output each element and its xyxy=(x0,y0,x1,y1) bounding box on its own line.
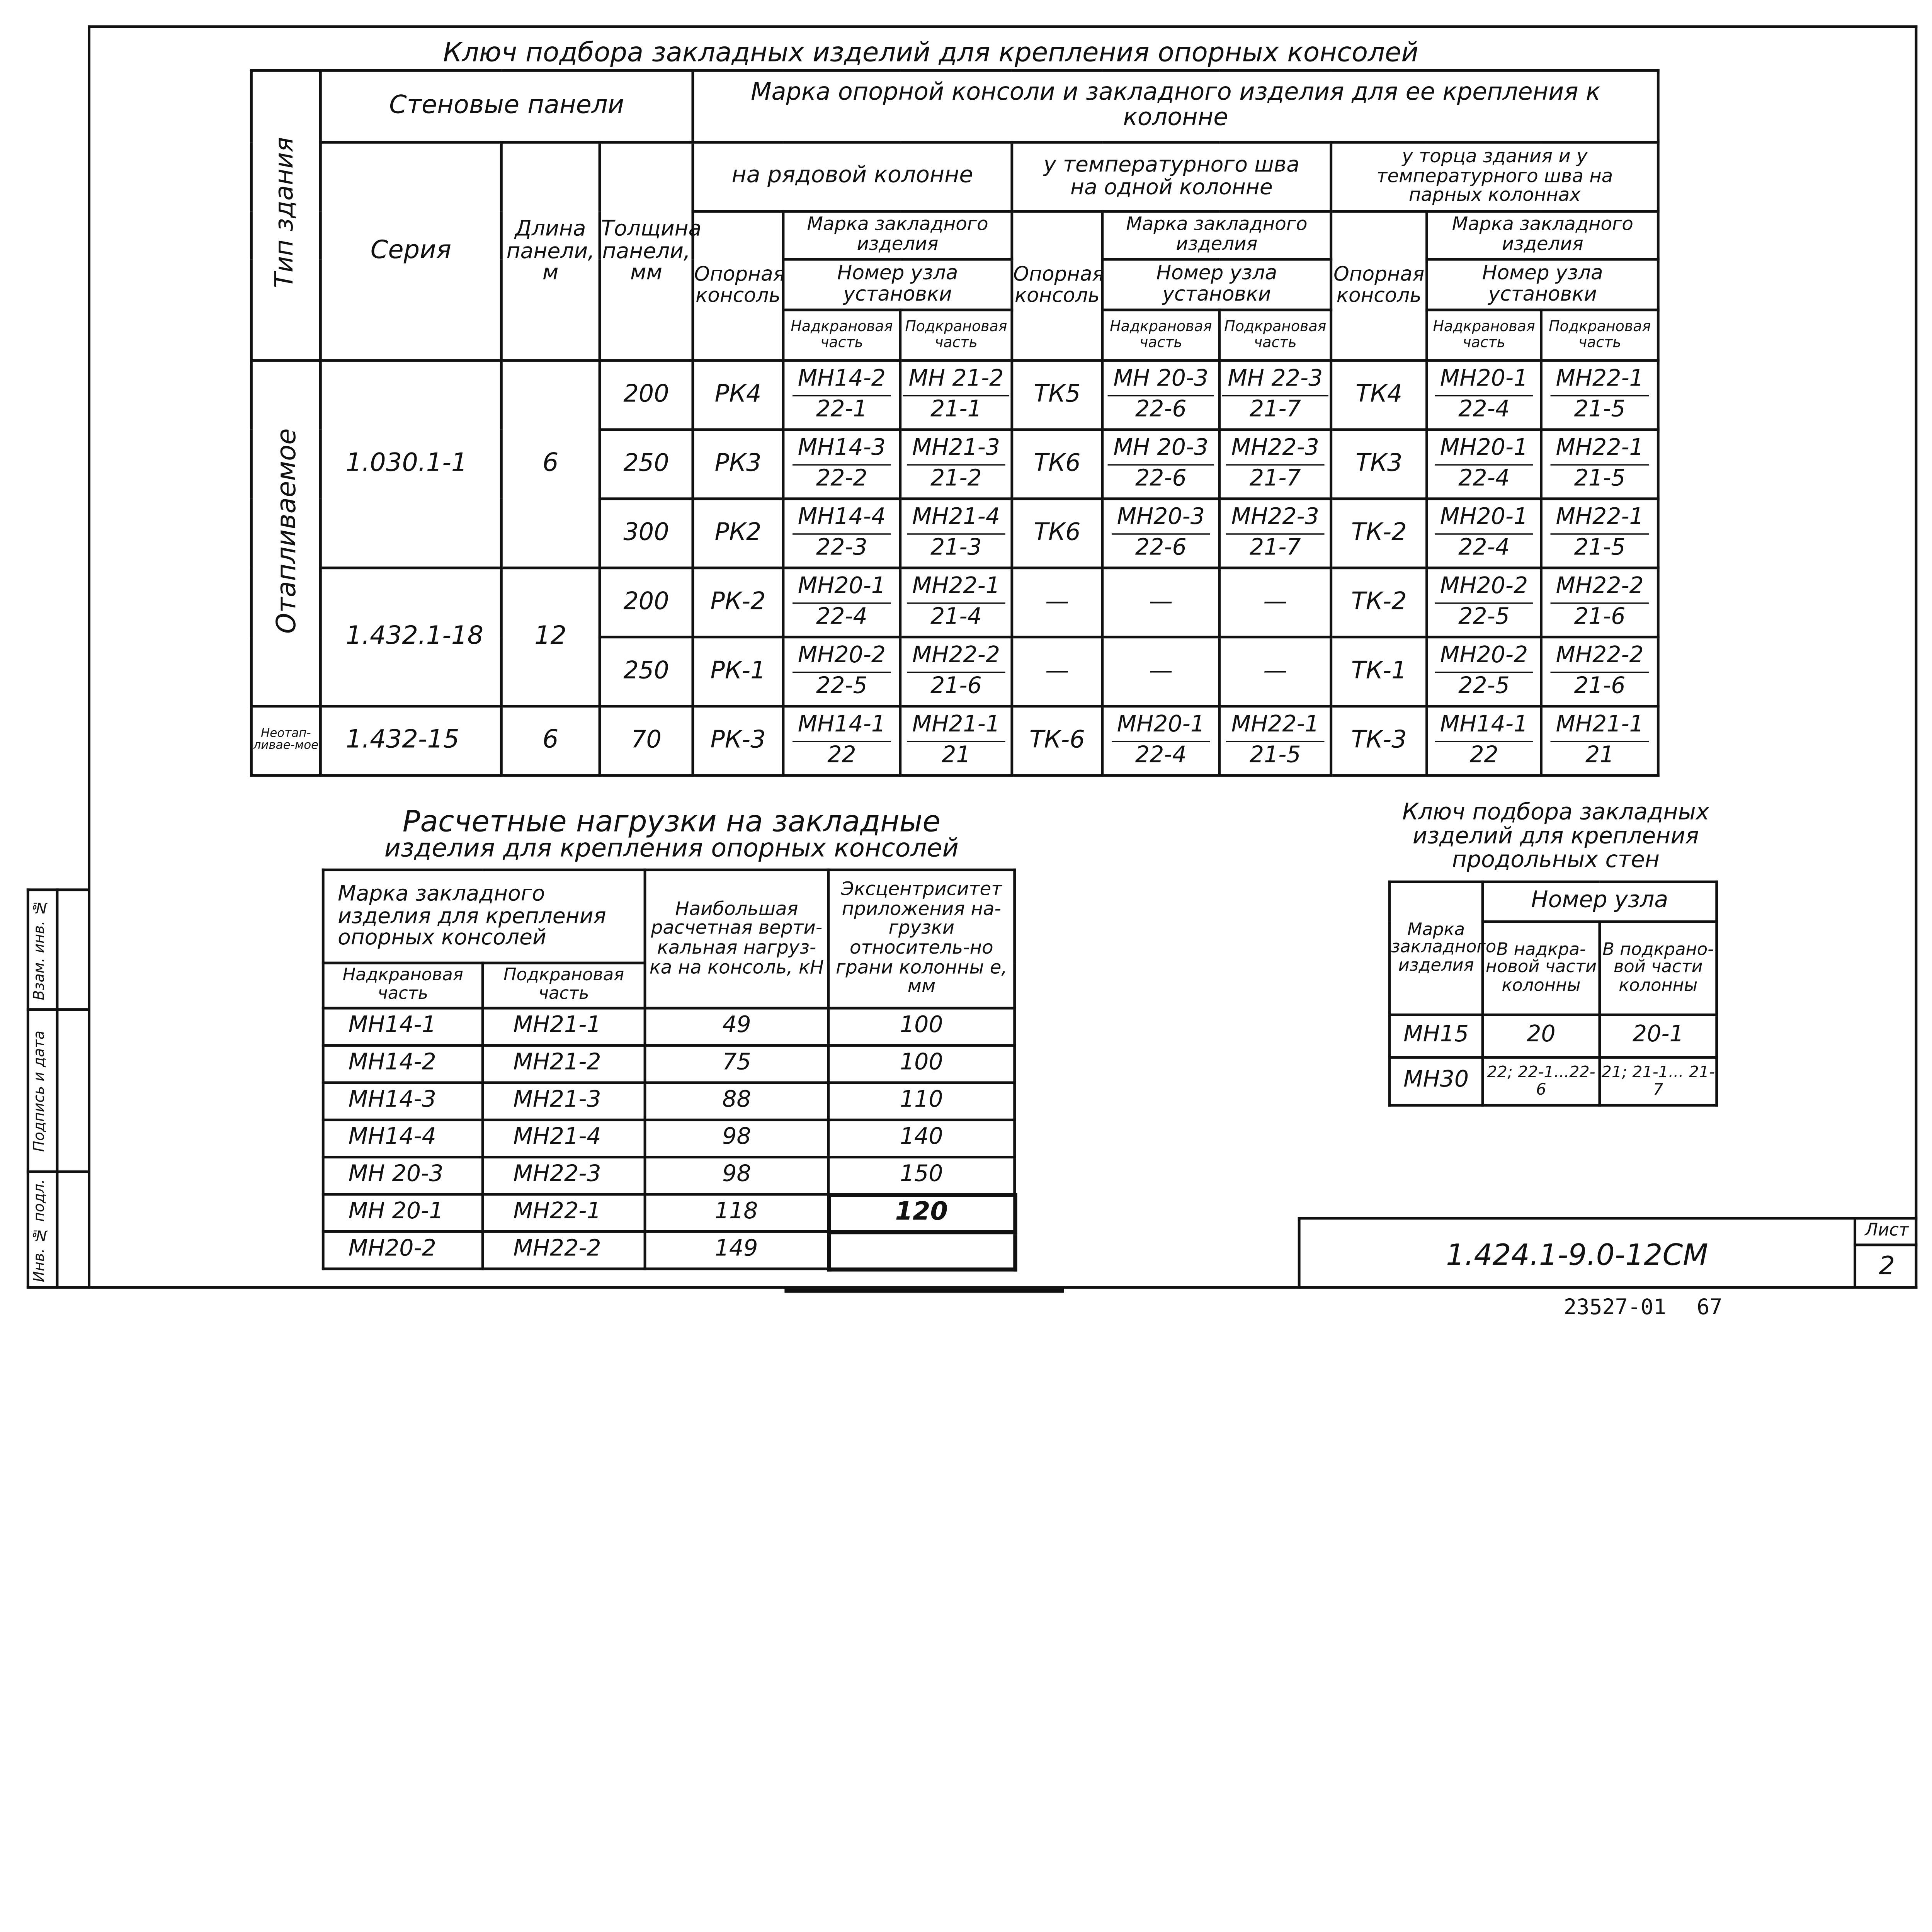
loads-header-below: Подкрановая часть xyxy=(483,963,645,1008)
header-temp-seam: у температурного шва на одной колонне xyxy=(1012,142,1331,211)
frame-bottom-line xyxy=(27,1286,1918,1289)
loads-ecc-cell: 150 xyxy=(828,1157,1015,1194)
header-panel-thickness: Толщина панели, мм xyxy=(600,142,693,361)
table-row xyxy=(323,1083,1014,1120)
page-number: 67 xyxy=(1697,1294,1723,1320)
title-block-left-line xyxy=(1298,1217,1301,1289)
stamp-divider-2 xyxy=(27,1170,88,1172)
loads-header-mark-group: Марка закладного изделия для крепления опорных консолей xyxy=(323,870,645,963)
header-tc-below-crane: Подкрановая часть xyxy=(1219,310,1331,361)
stamp-divider-1 xyxy=(27,1008,88,1010)
loads-load-cell: 88 xyxy=(645,1083,828,1120)
header-ec-below-crane: Подкрановая часть xyxy=(1541,310,1658,361)
rc-above-cell: МН20-2 22-5 xyxy=(783,637,900,706)
header-tc-above-crane: Надкрановая часть xyxy=(1102,310,1219,361)
ec-below-cell: МН22-2 21-6 xyxy=(1541,568,1658,637)
long-walls-above-cell: 22; 22-1...22-6 xyxy=(1483,1057,1600,1105)
loads-load-cell: 75 xyxy=(645,1045,828,1082)
table-row xyxy=(1389,1057,1717,1105)
header-rc-above-crane: Надкрановая часть xyxy=(783,310,900,361)
header-rc-node-number: Номер узла установки xyxy=(783,259,1012,310)
ec-below-cell: МН22-1 21-5 xyxy=(1541,430,1658,499)
header-series: Серия xyxy=(320,142,501,361)
ec-console-cell: ТК4 xyxy=(1331,361,1427,430)
table-row xyxy=(323,1157,1014,1194)
rc-console-cell: РК-3 xyxy=(693,706,783,776)
title-block-top-line xyxy=(1298,1217,1918,1220)
loads-load-cell: 98 xyxy=(645,1120,828,1157)
table-row xyxy=(323,1231,1014,1269)
tc-below-cell: — xyxy=(1219,637,1331,706)
loads-ecc-cell xyxy=(828,1231,1015,1269)
table-row xyxy=(323,1194,1014,1231)
rc-below-cell: МН21-1 21 xyxy=(900,706,1012,776)
loads-above-cell: МН20-2 xyxy=(323,1231,483,1269)
long-walls-header-node: Номер узла xyxy=(1483,882,1717,922)
frame-top-line xyxy=(88,25,1917,28)
header-row-column: на рядовой колонне xyxy=(693,142,1012,211)
stamp-inv-orig: Инв. № подл. xyxy=(31,1179,48,1282)
rc-above-cell: МН14-2 22-1 xyxy=(783,361,900,430)
long-walls-header-below: В подкрано-вой части колонны xyxy=(1600,922,1717,1015)
ec-above-cell: МН20-2 22-5 xyxy=(1427,568,1541,637)
frame-left-line xyxy=(88,25,90,1289)
tc-console-cell: ТК6 xyxy=(1012,430,1102,499)
loads-above-cell: МН14-1 xyxy=(323,1008,483,1045)
header-ec-node-number: Номер узла установки xyxy=(1427,259,1658,310)
loads-below-cell: МН21-1 xyxy=(483,1008,645,1045)
loads-ecc-cell: 140 xyxy=(828,1120,1015,1157)
length-cell: 12 xyxy=(501,568,600,706)
main-table-title: Ключ подбора закладных изделий для крепления опорных консолей xyxy=(443,36,1419,68)
ec-below-cell: МН22-1 21-5 xyxy=(1541,361,1658,430)
ec-console-cell: ТК-2 xyxy=(1331,568,1427,637)
rc-above-cell: МН14-3 22-2 xyxy=(783,430,900,499)
building-type-heated: Отапливаемое xyxy=(251,361,320,706)
sheet-number: 2 xyxy=(1879,1252,1895,1281)
series-cell: 1.432.1-18 xyxy=(320,568,501,706)
tc-above-cell: МН 20-3 22-6 xyxy=(1102,430,1219,499)
header-tc-console: Опорная консоль xyxy=(1012,211,1102,361)
sheet-label: Лист xyxy=(1865,1221,1909,1241)
table-row xyxy=(323,1120,1014,1157)
rc-below-cell: МН22-2 21-6 xyxy=(900,637,1012,706)
tc-console-cell: — xyxy=(1012,568,1102,637)
series-cell: 1.030.1-1 xyxy=(320,361,501,568)
loads-below-cell: МН21-4 xyxy=(483,1120,645,1157)
main-selection-table xyxy=(250,69,1660,777)
ec-below-cell: МН22-1 21-5 xyxy=(1541,499,1658,568)
thickness-cell: 200 xyxy=(600,568,693,637)
thickness-cell: 250 xyxy=(600,637,693,706)
loads-below-cell: МН22-3 xyxy=(483,1157,645,1194)
series-cell: 1.432-15 xyxy=(320,706,501,776)
ec-above-cell: МН14-1 22 xyxy=(1427,706,1541,776)
header-end-building: у торца здания и у температурного шва на парных колоннах xyxy=(1331,142,1658,211)
tc-below-cell: МН22-3 21-7 xyxy=(1219,430,1331,499)
loads-above-cell: МН 20-3 xyxy=(323,1157,483,1194)
tc-above-cell: МН20-1 22-4 xyxy=(1102,706,1219,776)
long-walls-header-above: В надкра-новой части колонны xyxy=(1483,922,1600,1015)
stamp-mid-line xyxy=(56,888,58,1287)
loads-header-eccentricity: Эксцентриситет приложения на-грузки относитель-но грани колонны е, мм xyxy=(828,870,1015,1008)
ec-console-cell: ТК-3 xyxy=(1331,706,1427,776)
long-walls-mark-cell: МН30 xyxy=(1389,1057,1483,1105)
tc-console-cell: ТК5 xyxy=(1012,361,1102,430)
title-block-sheet-label-line xyxy=(1854,1243,1917,1245)
loads-above-cell: МН14-3 xyxy=(323,1083,483,1120)
rc-console-cell: РК-1 xyxy=(693,637,783,706)
long-walls-header-mark: Марка закладного изделия xyxy=(1389,882,1483,1015)
rc-console-cell: РК-2 xyxy=(693,568,783,637)
rc-above-cell: МН20-1 22-4 xyxy=(783,568,900,637)
long-walls-below-cell: 20-1 xyxy=(1600,1015,1717,1057)
table-row xyxy=(323,1008,1014,1045)
tc-below-cell: МН 22-3 21-7 xyxy=(1219,361,1331,430)
tc-console-cell: ТК-6 xyxy=(1012,706,1102,776)
loads-load-cell: 118 xyxy=(645,1194,828,1231)
header-rc-embedded-mark: Марка закладного изделия xyxy=(783,211,1012,259)
loads-title-line2: изделия для крепления опорных консолей xyxy=(384,834,959,863)
frame-bottom-stroke xyxy=(784,1289,1064,1293)
ec-above-cell: МН20-1 22-4 xyxy=(1427,499,1541,568)
tc-above-cell: — xyxy=(1102,568,1219,637)
loads-above-cell: МН14-2 xyxy=(323,1045,483,1082)
ec-above-cell: МН20-2 22-5 xyxy=(1427,637,1541,706)
loads-above-cell: МН14-4 xyxy=(323,1120,483,1157)
archive-number: 23527-01 xyxy=(1563,1294,1667,1320)
header-wall-panels: Стеновые панели xyxy=(320,70,693,142)
long-walls-above-cell: 20 xyxy=(1483,1015,1600,1057)
ec-console-cell: ТК3 xyxy=(1331,430,1427,499)
frame-right-line xyxy=(1915,25,1917,1289)
length-cell: 6 xyxy=(501,361,600,568)
loads-below-cell: МН21-2 xyxy=(483,1045,645,1082)
loads-header-above: Надкрановая часть xyxy=(323,963,483,1008)
header-panel-length: Длина панели, м xyxy=(501,142,600,361)
thickness-cell: 250 xyxy=(600,430,693,499)
ec-below-cell: МН22-2 21-6 xyxy=(1541,637,1658,706)
header-building-type: Тип здания xyxy=(251,70,320,360)
header-ec-console: Опорная консоль xyxy=(1331,211,1427,361)
tc-below-cell: МН22-1 21-5 xyxy=(1219,706,1331,776)
header-rc-below-crane: Подкрановая часть xyxy=(900,310,1012,361)
loads-load-cell: 149 xyxy=(645,1231,828,1269)
tc-above-cell: МН 20-3 22-6 xyxy=(1102,361,1219,430)
rc-console-cell: РК4 xyxy=(693,361,783,430)
title-block-sheet-divider xyxy=(1854,1217,1856,1289)
loads-ecc-cell: 120 xyxy=(828,1194,1015,1231)
loads-table xyxy=(322,869,1017,1271)
tc-above-cell: — xyxy=(1102,637,1219,706)
stamp-signature-date: Подпись и дата xyxy=(31,1030,48,1151)
length-cell: 6 xyxy=(501,706,600,776)
header-ec-above-crane: Надкрановая часть xyxy=(1427,310,1541,361)
ec-below-cell: МН21-1 21 xyxy=(1541,706,1658,776)
rc-console-cell: РК2 xyxy=(693,499,783,568)
stamp-top-line xyxy=(27,888,88,890)
loads-ecc-cell: 110 xyxy=(828,1083,1015,1120)
loads-header-load: Наибольшая расчетная верти-кальная нагруз-ка на консоль, кН xyxy=(645,870,828,1008)
thickness-cell: 300 xyxy=(600,499,693,568)
loads-above-cell: МН 20-1 xyxy=(323,1194,483,1231)
stamp-inv-replace: Взам. инв. № xyxy=(31,899,48,1000)
building-type-unheated: Неотап-ливае-мое xyxy=(251,706,320,776)
long-walls-title: Ключ подбора закладных изделий для крепления продольных стен xyxy=(1402,799,1709,874)
rc-below-cell: МН21-4 21-3 xyxy=(900,499,1012,568)
table-row xyxy=(323,1045,1014,1082)
header-console-mark-group: Марка опорной консоли и закладного изделия для ее крепления к колонне xyxy=(693,70,1658,142)
header-tc-embedded-mark: Марка закладного изделия xyxy=(1102,211,1331,259)
ec-console-cell: ТК-2 xyxy=(1331,499,1427,568)
rc-above-cell: МН14-4 22-3 xyxy=(783,499,900,568)
tc-above-cell: МН20-3 22-6 xyxy=(1102,499,1219,568)
thickness-cell: 70 xyxy=(600,706,693,776)
ec-console-cell: ТК-1 xyxy=(1331,637,1427,706)
tc-below-cell: МН22-3 21-7 xyxy=(1219,499,1331,568)
tc-console-cell: ТК6 xyxy=(1012,499,1102,568)
header-tc-node-number: Номер узла установки xyxy=(1102,259,1331,310)
long-walls-below-cell: 21; 21-1... 21-7 xyxy=(1600,1057,1717,1105)
document-code: 1.424.1-9.0-12СМ xyxy=(1446,1240,1708,1273)
rc-console-cell: РК3 xyxy=(693,430,783,499)
rc-below-cell: МН 21-2 21-1 xyxy=(900,361,1012,430)
thickness-cell: 200 xyxy=(600,361,693,430)
rc-below-cell: МН21-3 21-2 xyxy=(900,430,1012,499)
loads-below-cell: МН21-3 xyxy=(483,1083,645,1120)
rc-above-cell: МН14-1 22 xyxy=(783,706,900,776)
loads-load-cell: 49 xyxy=(645,1008,828,1045)
tc-console-cell: — xyxy=(1012,637,1102,706)
loads-title-line1: Расчетные нагрузки на закладные xyxy=(402,806,940,839)
rc-below-cell: МН22-1 21-4 xyxy=(900,568,1012,637)
header-ec-embedded-mark: Марка закладного изделия xyxy=(1427,211,1658,259)
table-row xyxy=(1389,1015,1717,1057)
loads-ecc-cell: 100 xyxy=(828,1045,1015,1082)
long-walls-mark-cell: МН15 xyxy=(1389,1015,1483,1057)
loads-load-cell: 98 xyxy=(645,1157,828,1194)
ec-above-cell: МН20-1 22-4 xyxy=(1427,361,1541,430)
loads-below-cell: МН22-2 xyxy=(483,1231,645,1269)
tc-below-cell: — xyxy=(1219,568,1331,637)
loads-below-cell: МН22-1 xyxy=(483,1194,645,1231)
long-walls-table xyxy=(1388,881,1718,1107)
header-rc-console: Опорная консоль xyxy=(693,211,783,361)
stamp-left-line xyxy=(27,888,29,1287)
ec-above-cell: МН20-1 22-4 xyxy=(1427,430,1541,499)
loads-ecc-cell: 100 xyxy=(828,1008,1015,1045)
